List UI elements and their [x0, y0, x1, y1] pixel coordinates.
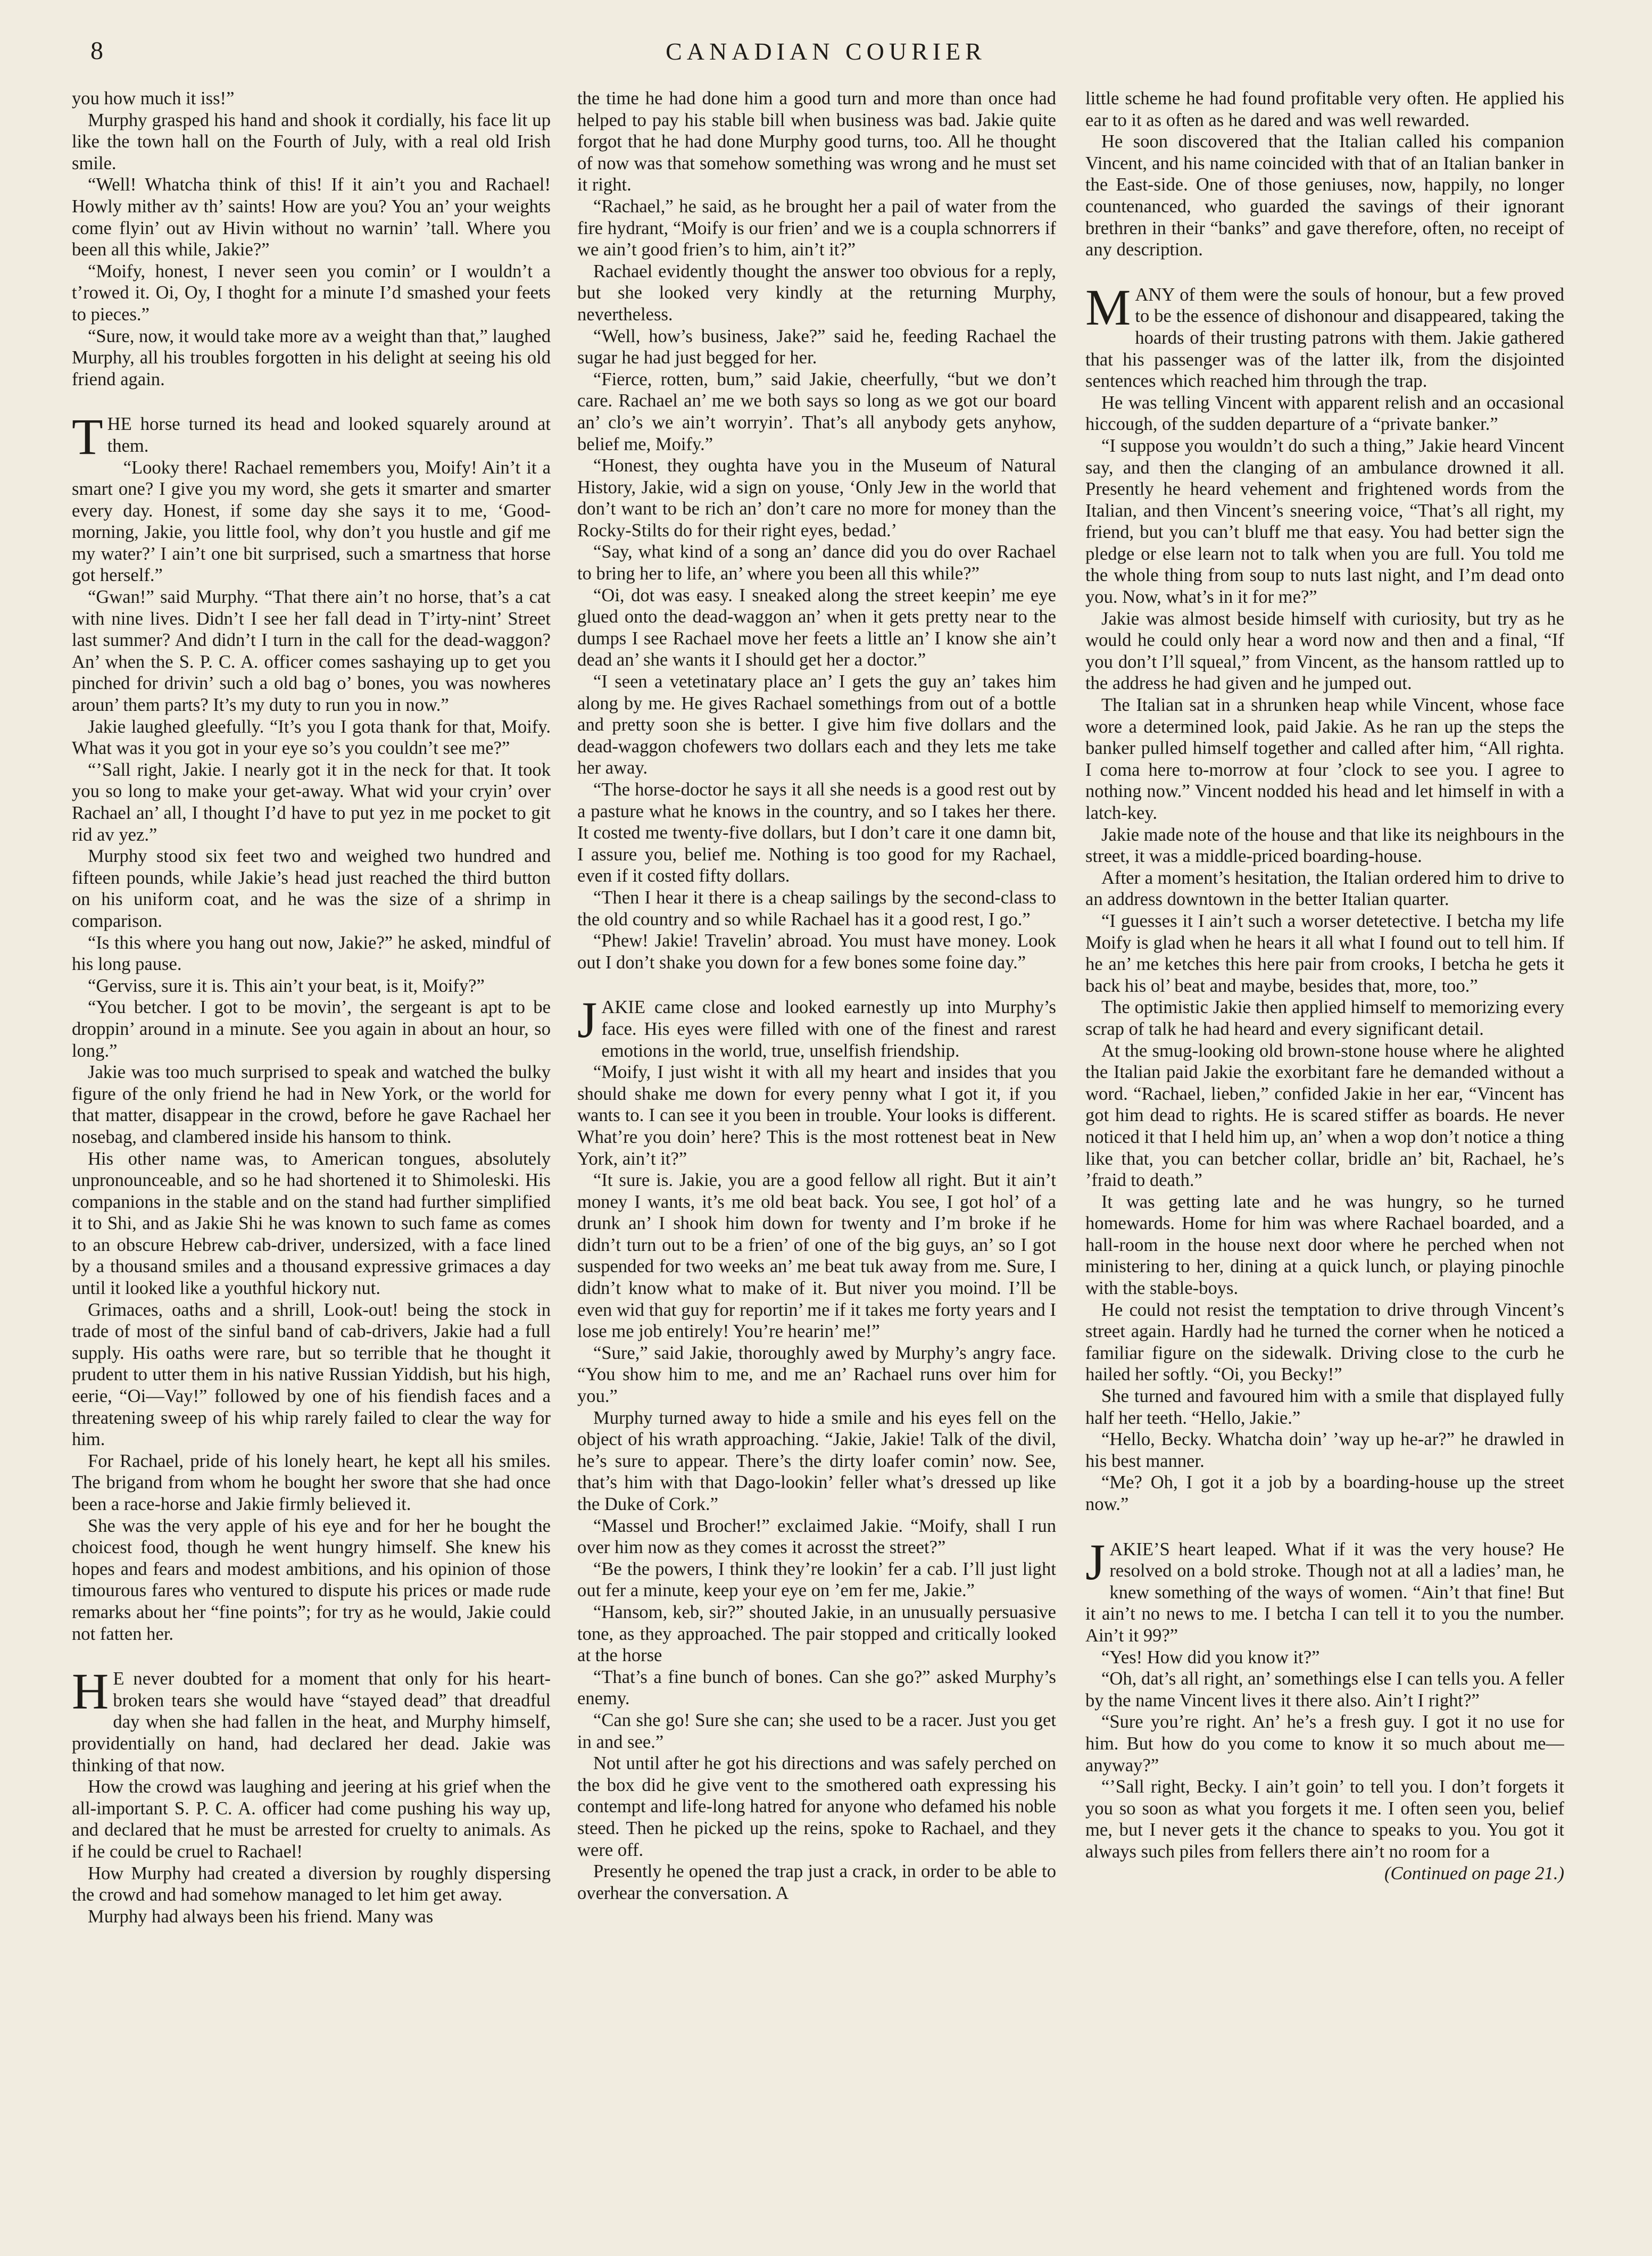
- paragraph: “That’s a fine bunch of bones. Can she go?” asked Murphy’s enemy.: [577, 1666, 1056, 1709]
- paragraph: He could not resist the temptation to drive through Vincent’s street again. Hardly had he turned the corner when he noticed a familiar figure on the sidewalk. Driving close to the curb he hailed her softly. “Oi, you Becky!”: [1085, 1299, 1564, 1385]
- paragraph: “Rachael,” he said, as he brought her a pail of water from the fire hydrant, “Moify is our frien’ and we is a coupla schnorrers if we ain’t good frien’s to him, ain’t it?”: [577, 196, 1056, 260]
- paragraph: Murphy stood six feet two and weighed two hundred and fifteen pounds, while Jakie’s head just reached the third button on his uniform coat, and he was the size of a shrimp in comparison.: [72, 846, 551, 931]
- paragraph: It was getting late and he was hungry, so he turned homewards. Home for him was where Rachael boarded, and a hall-room in the house next door where he perched when not ministering to her, dining at a quick lunch, or playing pinochle with the stable-boys.: [1085, 1191, 1564, 1299]
- paragraph: you how much it iss!”: [72, 88, 235, 109]
- paragraph: She was the very apple of his eye and for her he bought the choicest food, though he went hungry himself. She knew his hopes and fears and modest ambitions, and his opinion of those timourous fares who ventured to dispute his prices or made rude remarks about her “fine points”; for try as he would, Jakie could not fatten her.: [72, 1515, 551, 1644]
- paragraph: “Looky there! Rachael remembers you, Moify! Ain’t it a smart one? I give you my word, she gets it smarter and smarter every day. Honest, if some day she says it to me, ‘Good-morning, Jakie, you little fool, why don’t you hustle and gif me my water?’ I ain’t one bit surprised, such a smartness that horse got herself.”: [72, 457, 551, 586]
- paragraph: The optimistic Jakie then applied himself to memorizing every scrap of talk he had heard and every significant detail.: [1085, 997, 1564, 1039]
- paragraph: “I guesses it I ain’t such a worser detetective. I betcha my life Moify is glad when he hears it all what I found out to tell him. If he an’ me ketches this here pair from crooks, I betcha he gets it back his ol’ beat and maybe, besides that, more, too.”: [1085, 910, 1564, 996]
- paragraph: How Murphy had created a diversion by roughly dispersing the crowd and had somehow managed to let him get away.: [72, 1863, 551, 1905]
- paragraph: little scheme he had found profitable very often. He applied his ear to it as often as he dared and was well rewarded.: [1085, 88, 1564, 130]
- paragraph: “I seen a vetetinatary place an’ I gets the guy an’ takes him along by me. He gives Rachael somethings from out of a bottle and pretty soon she is better. I give him five dollars and the dead-waggon chofewers two dollars each and they lets me take her away.: [577, 671, 1056, 778]
- section-opening-paragraph: MANY of them were the souls of honour, but a few proved to be the essence of dishonour and disappeared, taking the hoards of their trusting patrons with them. Jakie gathered that his passenger was of the latter ilk, from the disjointed sentences which reached him through the trap.: [1085, 278, 1564, 392]
- paragraph: “Say, what kind of a song an’ dance did you do over Rachael to bring her to life, an’ where you been all this while?”: [577, 542, 1056, 584]
- paragraph: “Gerviss, sure it is. This ain’t your beat, is it, Moify?”: [88, 975, 485, 996]
- paragraph: the time he had done him a good turn and more than once had helped to pay his stable bill when business was bad. Jakie quite forgot that he had done Murphy good turns, too. All he thought of now was that somehow something was wrong and he must set it right.: [577, 88, 1056, 195]
- paragraph: Jakie laughed gleefully. “It’s you I gota thank for that, Moify. What was it you got in your eye so’s you couldn’t see me?”: [72, 716, 551, 759]
- paragraph: “Moify, I just wisht it with all my heart and insides that you should shake me down for every penny what I got it, if you wants to. I can see it you been in trouble. Your looks is different. What’re you doin’ here? This is the most rottenest beat in New York, ain’t it?”: [577, 1062, 1056, 1169]
- section-opening-paragraph: THE horse turned its head and looked squarely around at them.: [72, 408, 551, 466]
- paragraph: “’Sall right, Jakie. I nearly got it in the neck for that. It took you so long to make your get-away. What wid your cryin’ over Rachael an’ all, I thought I’d have to put yez in me pocket to git rid av yez.”: [72, 759, 551, 845]
- section-opening-paragraph: JAKIE came close and looked earnestly up into Murphy’s face. His eyes were filled with one of the finest and rarest emotions in the world, true, unselfish friendship.: [577, 991, 1056, 1061]
- section-opening-paragraph: JAKIE’S heart leaped. What if it was the very house? He resolved on a bold stroke. Though not at all a ladies’ man, he knew something of the ways of women. “Ain’t that fine! But it ain’t no news to me. I betcha I can tell it to you the number. Ain’t it 99?”: [1085, 1533, 1564, 1646]
- paragraph: “Honest, they oughta have you in the Museum of Natural History, Jakie, wid a sign on youse, ‘Only Jew in the world that don’t want to be rich an’ don’t care no more for money than the Rocky-Stilts do for their right eyes, bedad.’: [577, 455, 1056, 541]
- paragraph: “Then I hear it there is a cheap sailings by the second-class to the old country and so while Rachael has it a good rest, I go.”: [577, 887, 1056, 930]
- paragraph: “Well, how’s business, Jake?” said he, feeding Rachael the sugar he had just begged for her.: [577, 326, 1056, 368]
- paragraph: He was telling Vincent with apparent relish and an occasional hiccough, of the sudden departure of a “private banker.”: [1085, 392, 1564, 435]
- section-opening-paragraph: HE never doubted for a moment that only for his heart-broken tears she would have “stayed dead” that dreadful day when she had fallen in the heat, and Murphy himself, providentially on hand, had declared her dead. Jakie was thinking of that now.: [72, 1663, 551, 1776]
- paragraph: “Oh, dat’s all right, an’ somethings else I can tells you. A feller by the name Vincent lives it there also. Ain’t I right?”: [1085, 1669, 1564, 1711]
- paragraph: “Me? Oh, I got it a job by a boarding-house up the street now.”: [1085, 1472, 1564, 1514]
- paragraph: “Sure, now, it would take more av a weight than that,” laughed Murphy, all his troubles forgotten in his delight at seeing his old friend again.: [72, 326, 551, 389]
- paragraph: “Oi, dot was easy. I sneaked along the street keepin’ me eye glued onto the dead-waggon an’ when it gets pretty near to the dumps I see Rachael move her feets a little an’ I know she ain’t dead an’ she wants it I should get her a doctor.”: [577, 585, 1056, 670]
- paragraph: “The horse-doctor he says it all she needs is a good rest out by a pasture what he knows in the country, and so I takes her there. It costed me twenty-five dollars, but I don’t care it one damn bit, I assure you, belief me. Nothing is too good for my Rachael, even if it costed fifty dollars.: [577, 779, 1056, 886]
- paragraph: “Sure,” said Jakie, thoroughly awed by Murphy’s angry face. “You show him to me, and me an’ Rachael runs over him for you.”: [577, 1342, 1056, 1407]
- column-2: [577, 88, 1056, 2216]
- paragraph: Grimaces, oaths and a shrill, Look-out! being the stock in trade of most of the sinful band of cab-drivers, Jakie had a full supply. His oaths were rare, but so terrible that he thought it prudent to utter them in his native Russian Yiddish, but his high, eerie, “Oi—Vay!” followed by one of his fiendish faces and a threatening sweep of his whip rarely failed to clear the way for him.: [72, 1299, 551, 1450]
- paragraph: “Sure you’re right. An’ he’s a fresh guy. I got it no use for him. But how do you come to know it so much about me—anyway?”: [1085, 1712, 1564, 1776]
- paragraph: “Well! Whatcha think of this! If it ain’t you and Rachael! Howly mither av th’ saints! How are you? You an’ your weights come flyin’ out av Hivin without no warnin’ ’tall. Where you been all this while, Jakie?”: [72, 175, 551, 260]
- paragraph: At the smug-looking old brown-stone house where he alighted the Italian paid Jakie the exorbitant fare he demanded without a word. “Rachael, lieben,” confided Jakie in her ear, “Vincent has got him dead to rights. He is scared stiffer as boards. He never noticed it that I held him up, an’ when a wop don’t notice a thing like that, you can betcher collar, bridle an’ bit, Rachael, he’s ’fraid to death.”: [1085, 1040, 1564, 1191]
- paragraph: “I suppose you wouldn’t do such a thing,” Jakie heard Vincent say, and then the clanging of an ambulance drowned it all. Presently he heard vehement and frightened words from the Italian, and then Vincent’s sneering voice, “That’s all right, my friend, but you can’t bluff me that easy. You had better sign the pledge or else learn not to talk when you are full. You told me the whole thing from soup to nuts last night, and I’m dead onto you. Now, what’s in it for me?”: [1085, 435, 1564, 608]
- paragraph: “Phew! Jakie! Travelin’ abroad. You must have money. Look out I don’t shake you down for a few bones some foine day.”: [577, 931, 1056, 973]
- paragraph: His other name was, to American tongues, absolutely unpronounceable, and so he had shortened it to Shimoleski. His companions in the stable and on the stand had further simplified it to Shi, and as Jakie Shi he was known to such fame as comes to an obscure Hebrew cab-driver, undersized, with a face lined by a thousand smiles and a thousand expressive grimaces a day until it looked like a youthful hickory nut.: [72, 1148, 551, 1299]
- paragraph: “It sure is. Jakie, you are a good fellow all right. But it ain’t money I wants, it’s me old beat back. You see, I got hol’ of a drunk an’ I shook him down for twenty and I’m broke if he didn’t turn out to be a frien’ of one of the big guys, an’ so I got suspended for two weeks an’ me beat tuk away from me. Sure, I didn’t know what to make of it. But niver you moind. I’ll be even wid that guy for reportin’ me if it takes me forty years and I lose me job entirely! You’re hearin’ me!”: [577, 1170, 1056, 1342]
- paragraph: Murphy turned away to hide a smile and his eyes fell on the object of his wrath approaching. “Jakie, Jakie! Talk of the divil, he’s sure to appear. There’s the dirty loafer comin’ now. See, that’s him with that Dago-lookin’ feller what’s dressed up like the Duke of Cork.”: [577, 1407, 1056, 1514]
- paragraph: How the crowd was laughing and jeering at his grief when the all-important S. P. C. A. officer had come pushing his way up, and declared that he must be arrested for cruelty to animals. As if he could be cruel to Rachael!: [72, 1777, 551, 1862]
- paragraph: “’Sall right, Becky. I ain’t goin’ to tell you. I don’t forgets it you so soon as what you forgets it me. I often seen you, belief me, but I never gets it the chance to speaks to you. You got it always such piles from fellers there ain’t no room for a: [1085, 1777, 1564, 1862]
- paragraph: “Fierce, rotten, bum,” said Jakie, cheerfully, “but we don’t care. Rachael an’ me we both says so long as we got our board an’ clo’s we ain’t worryin’. That’s all anybody gets anyhow, belief me, Moify.”: [577, 369, 1056, 454]
- paragraph: He soon discovered that the Italian called his companion Vincent, and his name coincided with that of an Italian banker in the East-side. One of those geniuses, now, happily, no longer countenanced, who guarded the savings of their ignorant brethren in their “banks” and gave therefore, often, no receipt of any description.: [1085, 131, 1564, 260]
- page-number: 8: [90, 37, 103, 65]
- paragraph: “Yes! How did you know it?”: [1101, 1647, 1320, 1668]
- paragraph: “Hello, Becky. Whatcha doin’ ’way up he-ar?” he drawled in his best manner.: [1085, 1429, 1564, 1471]
- paragraph: “Hansom, keb, sir?” shouted Jakie, in an unusually persuasive tone, as they approached. The pair stopped and critically looked at the horse: [577, 1602, 1056, 1666]
- paragraph: After a moment’s hesitation, the Italian ordered him to drive to an address downtown in the better Italian quarter.: [1085, 867, 1564, 910]
- paragraph: The Italian sat in a shrunken heap while Vincent, whose face wore a determined look, paid Jakie. As he ran up the steps the banker pulled himself together and called after him, “All righta. I coma here to-morrow at four ’clock to see you. I agree to nothing now.” Vincent nodded his head and let himself in with a latch-key.: [1085, 695, 1564, 823]
- paragraph: “You betcher. I got to be movin’, the sergeant is apt to be droppin’ around in a minute. See you again in about an hour, so long.”: [72, 997, 551, 1061]
- continued-note: (Continued on page 21.): [1384, 1863, 1564, 1884]
- paragraph: For Rachael, pride of his lonely heart, he kept all his smiles. The brigand from whom he bought her swore that she had once been a race-horse and Jakie firmly believed it.: [72, 1450, 551, 1514]
- page-header: [0, 0, 1652, 80]
- paragraph: Jakie was too much surprised to speak and watched the bulky figure of the only friend he had in New York, or the world for that matter, disappear in the crowd, before he gave Rachael her nosebag, and clambered inside his hansom to think.: [72, 1062, 551, 1147]
- paragraph: Not until after he got his directions and was safely perched on the box did he give vent to the smothered oath expressing his contempt and life-long hatred for anyone who defamed his noble steed. Then he picked up the reins, spoke to Rachael, and they were off.: [577, 1753, 1056, 1860]
- paragraph: Murphy had always been his friend. Many was: [88, 1906, 434, 1927]
- paragraph: “Is this where you hang out now, Jakie?” he asked, mindful of his long pause.: [72, 932, 551, 975]
- paragraph: “Massel und Brocher!” exclaimed Jakie. “Moify, shall I run over him now as they comes it acrosst the street?”: [577, 1515, 1056, 1558]
- paragraph: “Moify, honest, I never seen you comin’ or I wouldn’t a t’rowed it. Oi, Oy, I thoght for a minute I’d smashed your feets to pieces.”: [72, 261, 551, 325]
- paragraph: “Gwan!” said Murphy. “That there ain’t no horse, that’s a cat with nine lives. Didn’t I see her fall dead in T’irty-nint’ Street last summer? And didn’t I turn in the call for the dead-waggon? An’ when the S. P. C. A. officer comes sashaying up to get you pinched for drivin’ such a old bag o’ bones, you was nowheres aroun’ them parts? It’s my duty to run you in now.”: [72, 587, 551, 716]
- paragraph: Rachael evidently thought the answer too obvious for a reply, but she looked very kindly at the returning Murphy, nevertheless.: [577, 261, 1056, 325]
- paragraph: Presently he opened the trap just a crack, in order to be able to overhear the conversation. A: [577, 1861, 1056, 1903]
- column-3: [1085, 88, 1564, 2216]
- paragraph: “Be the powers, I think they’re lookin’ fer a cab. I’ll just light out fer a minute, keep your eye on ’em fer me, Jakie.”: [577, 1558, 1056, 1601]
- paragraph: Jakie was almost beside himself with curiosity, but try as he would he could only hear a word now and then and a final, “If you don’t I’ll squeal,” from Vincent, as the hansom rattled up to the address he had given and he jumped out.: [1085, 608, 1564, 694]
- masthead: CANADIAN COURIER: [666, 38, 986, 65]
- paragraph: Murphy grasped his hand and shook it cordially, his face lit up like the town hall on the Fourth of July, with a real old Irish smile.: [72, 110, 551, 173]
- paragraph: She turned and favoured him with a smile that displayed fully half her teeth. “Hello, Jakie.”: [1085, 1386, 1564, 1428]
- paragraph: “Can she go! Sure she can; she used to be a racer. Just you get in and see.”: [577, 1710, 1056, 1752]
- column-1: [72, 88, 551, 2216]
- paragraph: Jakie made note of the house and that like its neighbours in the street, it was a middle-priced boarding-house.: [1085, 824, 1564, 867]
